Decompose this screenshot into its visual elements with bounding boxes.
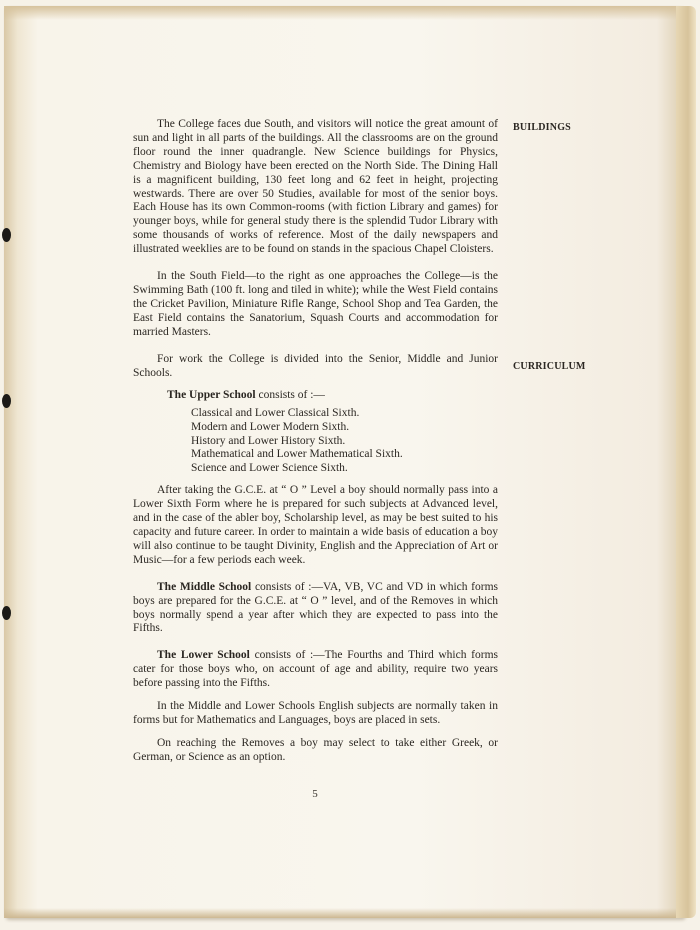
paragraph-removes: On reaching the Removes a boy may select to take either Greek, or German, or Science as an option. — [133, 736, 498, 763]
lower-school-text: consists of :—The Fourths and Third which forms cater for those boys who, on account of age and ability, require two years before passing into the Fifths. — [133, 649, 499, 690]
paragraph-lower-school — [133, 649, 498, 691]
margin-heading-curriculum: CURRICULUM — [513, 361, 586, 372]
paragraph-divided: For work the College is divided into the Senior, Middle and Junior Schools. — [133, 352, 498, 379]
binding-hole — [2, 606, 11, 620]
margin-heading-buildings: BUILDINGS — [513, 122, 571, 133]
upper-school-forms — [133, 407, 498, 475]
middle-school-title: The Middle School — [157, 580, 252, 593]
paragraph-after-gce: After taking the G.C.E. at “ O ” Level a boy should normally pass into a Lower Sixth Form where he is prepared for such subjects at Advanced level, and in the case of the abler boy, Scholarship level, as may be best suited to his capacity and future career. In order to maintain a wide basis of education a boy will also continue to be taught Divinity, English and the Appreciation of Art or Music—for a few periods each week. — [133, 484, 498, 566]
body-text — [133, 118, 498, 765]
lower-school-title: The Lower School — [157, 649, 250, 662]
paragraph-buildings: The College faces due South, and visitors will notice the great amount of sun and light in all parts of the buildings. All the classrooms are on the ground floor round the inner quadrangle. New Science buildings for Physics, Chemistry and Biology have been erected on the North Side. The Dining Hall is a magnificent building, 130 feet long and 62 feet in height, projecting westwards. There are over 50 Studies, available for most of the senior boys. Each House has its own Common-rooms (with fiction Library and games) for younger boys, while for general study there is the splendid Tudor Library with some thousands of works of reference. Most of the daily newspapers and illustrated weeklies are to be found on stands in the spacious Chapel Cloisters. — [133, 118, 498, 256]
paragraph-sets: In the Middle and Lower Schools English subjects are normally taken in forms but for Mathematics and Languages, boys are placed in sets. — [133, 700, 498, 726]
page-number: 5 — [312, 788, 318, 800]
page-edge — [676, 6, 696, 918]
form-item: Classical and Lower Classical Sixth. — [191, 407, 360, 420]
form-item: Mathematical and Lower Mathematical Sixth. — [191, 448, 403, 461]
form-item: Modern and Lower Modern Sixth. — [191, 420, 350, 433]
form-item: History and Lower History Sixth. — [191, 434, 346, 447]
binding-hole — [2, 394, 11, 408]
middle-school-text: consists of :—VA, VB, VC and VD in which forms boys are prepared for the G.C.E. at “ O ” level, and of the Removes in which boys normally spend a year after which they are expected to pass into the Fifths. — [133, 580, 499, 635]
upper-school-heading — [133, 389, 498, 403]
upper-school-suffix: consists of :— — [258, 389, 325, 402]
binding-hole — [2, 228, 11, 242]
paragraph-middle-school — [133, 581, 498, 637]
upper-school-title: The Upper School — [167, 389, 256, 402]
paragraph-fields: In the South Field—to the right as one approaches the College—is the Swimming Bath (100 ft. long and tiled in white); while the West Field contains the Cricket Pavilion, Miniature Rifle Range, School Shop and Tea Garden, the East Field contains the Sanatorium, Squash Courts and accommodation for married Masters. — [133, 270, 498, 338]
form-item: Science and Lower Science Sixth. — [191, 461, 348, 474]
